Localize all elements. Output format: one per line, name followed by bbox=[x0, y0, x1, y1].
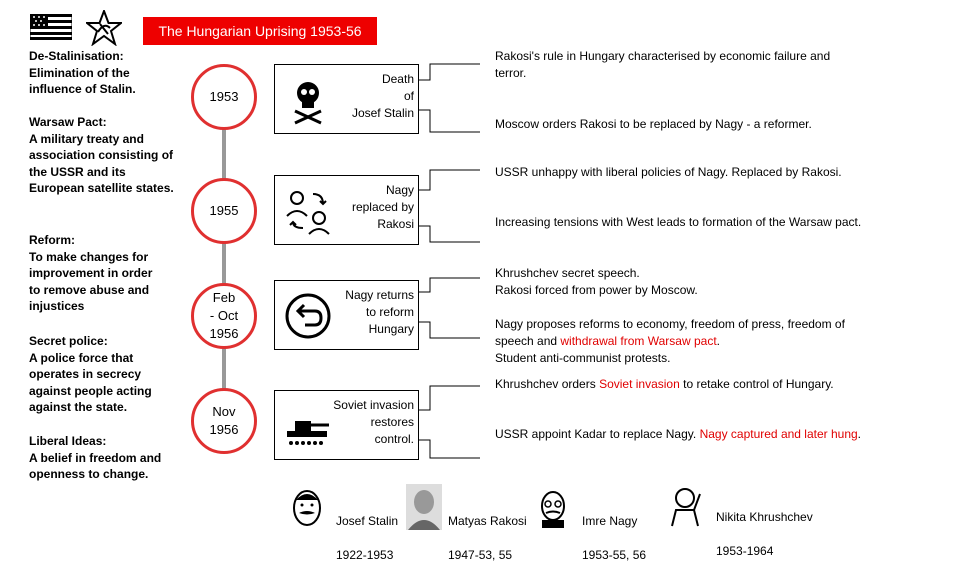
note-text: to retake control of Hungary. bbox=[679, 377, 834, 391]
person-nagy bbox=[582, 496, 646, 581]
note-text: Khrushchev orders bbox=[495, 377, 600, 391]
glossary-reform bbox=[29, 232, 159, 315]
soviet-star-icon bbox=[86, 10, 122, 46]
glossary-term: De-Stalinisation: bbox=[29, 49, 124, 63]
note-moscow-orders: Moscow orders Rakosi to be replaced by Nagy - a reformer. bbox=[495, 117, 812, 131]
glossary-liberal-ideas bbox=[29, 433, 174, 483]
note-warsaw-pact: Increasing tensions with West leads to formation of the Warsaw pact. bbox=[495, 215, 862, 229]
note-rakosi-rule: Rakosi's rule in Hungary characterised by economic failure and terror. bbox=[495, 49, 831, 80]
event-nagy-replaced bbox=[274, 175, 419, 245]
usa-flag-icon bbox=[30, 14, 72, 40]
note-line: Khrushchev secret speech. bbox=[495, 266, 640, 280]
note-kadar-appointed bbox=[495, 426, 865, 443]
note-khrushchev-speech bbox=[495, 265, 885, 299]
glossary-term: Liberal Ideas: bbox=[29, 434, 107, 448]
glossary-term: Reform: bbox=[29, 233, 76, 247]
person-name: Josef Stalin bbox=[336, 514, 399, 528]
person-rakosi bbox=[448, 496, 527, 581]
person-dates: 1947-53, 55 bbox=[448, 548, 513, 562]
nagy-portrait-icon bbox=[536, 488, 570, 528]
glossary-term: Warsaw Pact: bbox=[29, 115, 107, 129]
event-label: Soviet invasion restores control. bbox=[333, 398, 414, 446]
event-label: Death of Josef Stalin bbox=[351, 72, 414, 120]
person-dates: 1922-1953 bbox=[336, 548, 394, 562]
event-label: Nagy returns to reform Hungary bbox=[345, 288, 414, 336]
year-1953: 1953 bbox=[191, 64, 257, 130]
glossary-secret-police bbox=[29, 333, 154, 416]
glossary-term: Secret police: bbox=[29, 334, 108, 348]
event-stalin-death bbox=[274, 64, 419, 134]
glossary-destalinisation bbox=[29, 48, 174, 98]
person-name: Matyas Rakosi bbox=[448, 514, 527, 528]
khrushchev-portrait-icon bbox=[668, 486, 702, 528]
note-highlight: Soviet invasion bbox=[599, 377, 680, 391]
glossary-definition: Elimination of the influence of Stalin. bbox=[29, 65, 136, 96]
person-dates: 1953-55, 56 bbox=[582, 548, 647, 562]
person-dates: 1953-1964 bbox=[716, 544, 774, 558]
rakosi-portrait-icon bbox=[406, 484, 442, 530]
note-soviet-invasion bbox=[495, 376, 885, 393]
note-nagy-reforms bbox=[495, 316, 880, 367]
glossary-definition: A belief in freedom and openness to change. bbox=[29, 450, 162, 481]
year-1956-feb-oct: Feb - Oct 1956 bbox=[191, 283, 257, 349]
glossary-definition: A police force that operates in secrecy against people acting against the state. bbox=[29, 350, 152, 414]
event-label: Nagy replaced by Rakosi bbox=[351, 183, 414, 231]
glossary-definition: A military treaty and association consisting of the USSR and its European satellite states. bbox=[29, 131, 174, 195]
event-nagy-returns bbox=[274, 280, 419, 350]
event-soviet-invasion bbox=[274, 390, 419, 460]
note-line: Student anti-communist protests. bbox=[495, 351, 671, 365]
note-highlight: Nagy captured and later hung bbox=[699, 427, 858, 441]
stalin-portrait-icon bbox=[290, 488, 324, 528]
person-name: Imre Nagy bbox=[582, 514, 638, 528]
note-text: . bbox=[857, 427, 862, 441]
note-ussr-unhappy: USSR unhappy with liberal policies of Nagy. Replaced by Rakosi. bbox=[495, 165, 842, 179]
year-1955: 1955 bbox=[191, 178, 257, 244]
person-stalin bbox=[336, 496, 398, 581]
person-name: Nikita Khrushchev bbox=[716, 510, 813, 524]
glossary-definition: To make changes for improvement in order to remove abuse and injustices bbox=[29, 249, 153, 313]
note-line: Rakosi forced from power by Moscow. bbox=[495, 283, 698, 297]
note-text: . bbox=[716, 334, 720, 348]
page-title: The Hungarian Uprising 1953-56 bbox=[143, 17, 377, 45]
note-highlight: withdrawal from Warsaw pact bbox=[560, 334, 717, 348]
note-text: USSR appoint Kadar to replace Nagy. bbox=[495, 427, 700, 441]
year-1956-nov: Nov 1956 bbox=[191, 388, 257, 454]
person-khrushchev bbox=[716, 492, 813, 577]
note-text: Nagy proposes reforms to economy, freedom of press, freedom of speech and bbox=[495, 317, 845, 348]
glossary-warsaw-pact bbox=[29, 114, 174, 197]
